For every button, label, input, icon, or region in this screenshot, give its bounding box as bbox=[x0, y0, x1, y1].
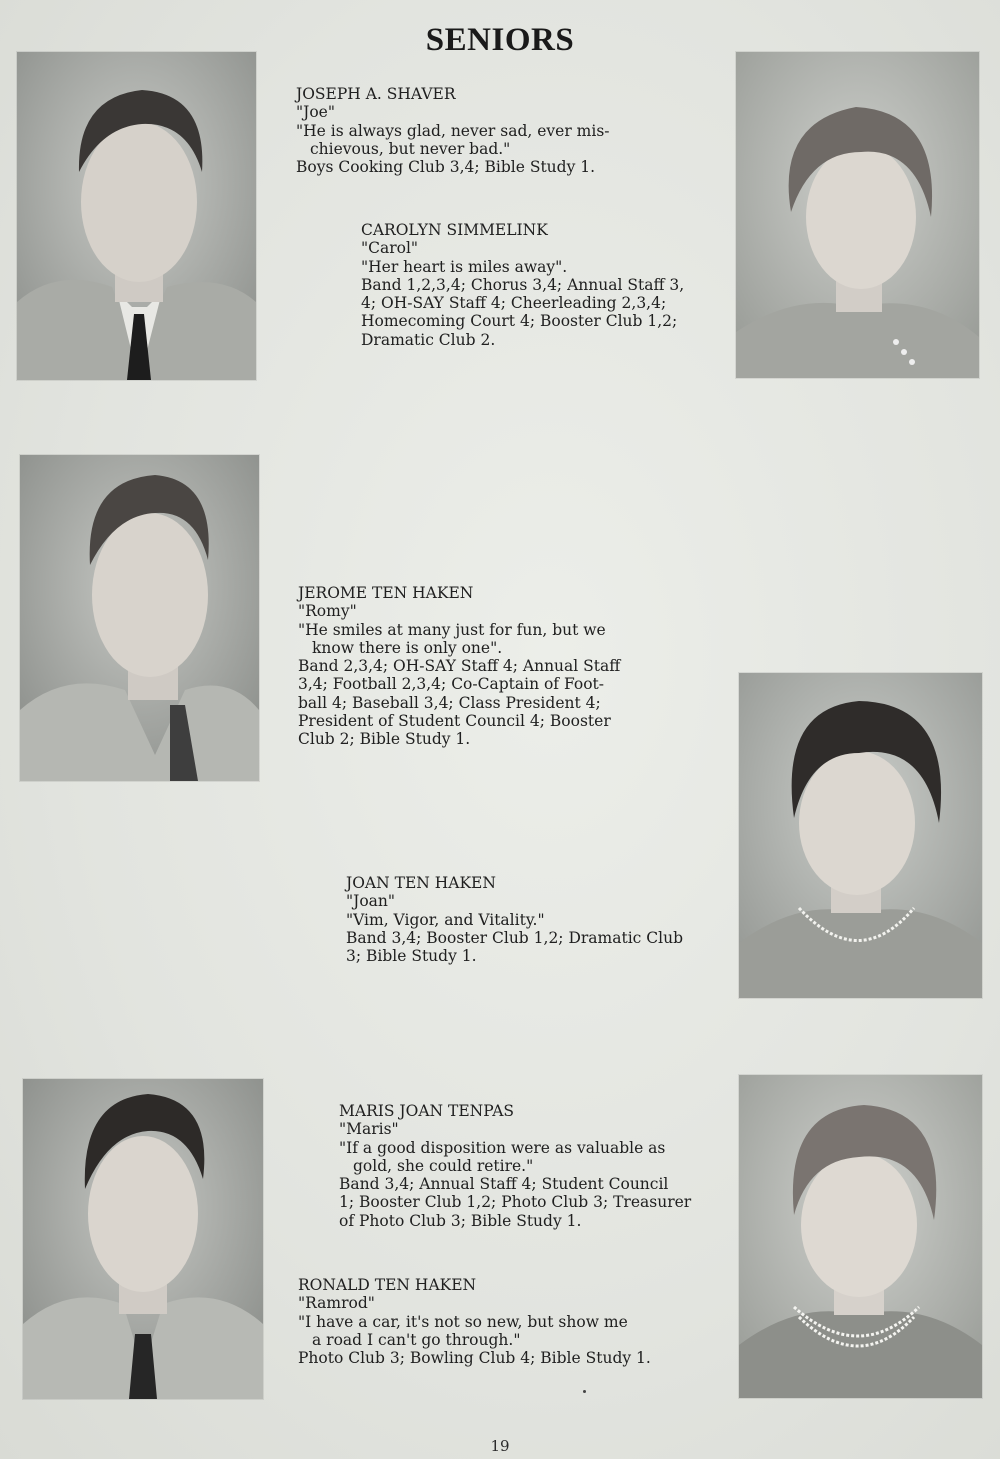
senior-activities-line: Band 3,4; Annual Staff 4; Student Council bbox=[339, 1175, 669, 1194]
portrait-joseph-shaver bbox=[17, 52, 256, 380]
senior-activities-line: Band 3,4; Booster Club 1,2; Dramatic Club bbox=[346, 928, 683, 947]
senior-activities-line: Boys Cooking Club 3,4; Bible Study 1. bbox=[296, 158, 596, 177]
senior-quote-line: "I have a car, it's not so new, but show me bbox=[298, 1312, 628, 1331]
senior-activities-line: of Photo Club 3; Bible Study 1. bbox=[339, 1211, 582, 1230]
senior-activities-line: ball 4; Baseball 3,4; Class President 4; bbox=[298, 693, 601, 712]
senior-nickname: "Joan" bbox=[346, 892, 396, 911]
senior-name: CAROLYN SIMMELINK bbox=[361, 221, 548, 239]
senior-name: JOSEPH A. SHAVER bbox=[296, 85, 456, 103]
portrait-carolyn-simmelink bbox=[736, 52, 979, 378]
page-title: SENIORS bbox=[425, 22, 575, 58]
portrait-ronald-ten-haken bbox=[23, 1079, 263, 1399]
senior-name: JEROME TEN HAKEN bbox=[298, 584, 474, 602]
senior-activities-line: 3,4; Football 2,3,4; Co-Captain of Foot- bbox=[298, 675, 605, 694]
senior-name: JOAN TEN HAKEN bbox=[346, 874, 496, 892]
senior-entry bbox=[298, 1276, 651, 1367]
senior-quote-line: "He is always glad, never sad, ever mis- bbox=[296, 121, 610, 140]
senior-entry bbox=[361, 221, 684, 349]
page-number: 19 bbox=[490, 1437, 510, 1455]
senior-entry bbox=[339, 1102, 691, 1230]
senior-quote-line: "If a good disposition were as valuable as bbox=[339, 1138, 666, 1157]
senior-quote-line: chievous, but never bad." bbox=[310, 139, 511, 158]
senior-quote-line: "Vim, Vigor, and Vitality." bbox=[346, 910, 545, 929]
senior-entry bbox=[346, 874, 683, 965]
senior-entry bbox=[296, 85, 610, 176]
senior-activities-line: 4; OH-SAY Staff 4; Cheerleading 2,3,4; bbox=[361, 294, 667, 313]
senior-activities-line: President of Student Council 4; Booster bbox=[298, 712, 611, 731]
senior-quote-line: know there is only one". bbox=[312, 638, 503, 657]
senior-name: MARIS JOAN TENPAS bbox=[339, 1102, 515, 1120]
senior-name: RONALD TEN HAKEN bbox=[298, 1276, 477, 1294]
ink-dot bbox=[583, 1390, 586, 1393]
senior-activities-line: Band 2,3,4; OH-SAY Staff 4; Annual Staff bbox=[298, 657, 621, 676]
senior-activities-line: Dramatic Club 2. bbox=[361, 330, 496, 349]
senior-nickname: "Ramrod" bbox=[298, 1294, 375, 1313]
senior-quote-line: "Her heart is miles away". bbox=[361, 257, 568, 276]
senior-activities-line: Photo Club 3; Bowling Club 4; Bible Study 1. bbox=[298, 1349, 651, 1368]
senior-activities-line: 3; Bible Study 1. bbox=[346, 947, 477, 966]
senior-activities-line: Band 1,2,3,4; Chorus 3,4; Annual Staff 3, bbox=[361, 275, 685, 294]
senior-nickname: "Maris" bbox=[339, 1120, 399, 1139]
portrait-jerome-ten-haken bbox=[20, 455, 259, 781]
senior-activities-line: Homecoming Court 4; Booster Club 1,2; bbox=[361, 312, 678, 331]
senior-activities-line: 1; Booster Club 1,2; Photo Club 3; Treasurer bbox=[339, 1193, 692, 1212]
senior-quote-line: gold, she could retire." bbox=[353, 1156, 534, 1175]
senior-quote-line: "He smiles at many just for fun, but we bbox=[298, 620, 606, 639]
senior-entry bbox=[298, 584, 620, 749]
senior-nickname: "Romy" bbox=[298, 602, 357, 621]
senior-nickname: "Carol" bbox=[361, 239, 419, 258]
portrait-joan-ten-haken bbox=[739, 673, 982, 998]
senior-nickname: "Joe" bbox=[296, 103, 335, 122]
portrait-maris-joan-tenpas bbox=[739, 1075, 982, 1398]
senior-quote-line: a road I can't go through." bbox=[312, 1330, 521, 1349]
senior-activities-line: Club 2; Bible Study 1. bbox=[298, 730, 471, 749]
